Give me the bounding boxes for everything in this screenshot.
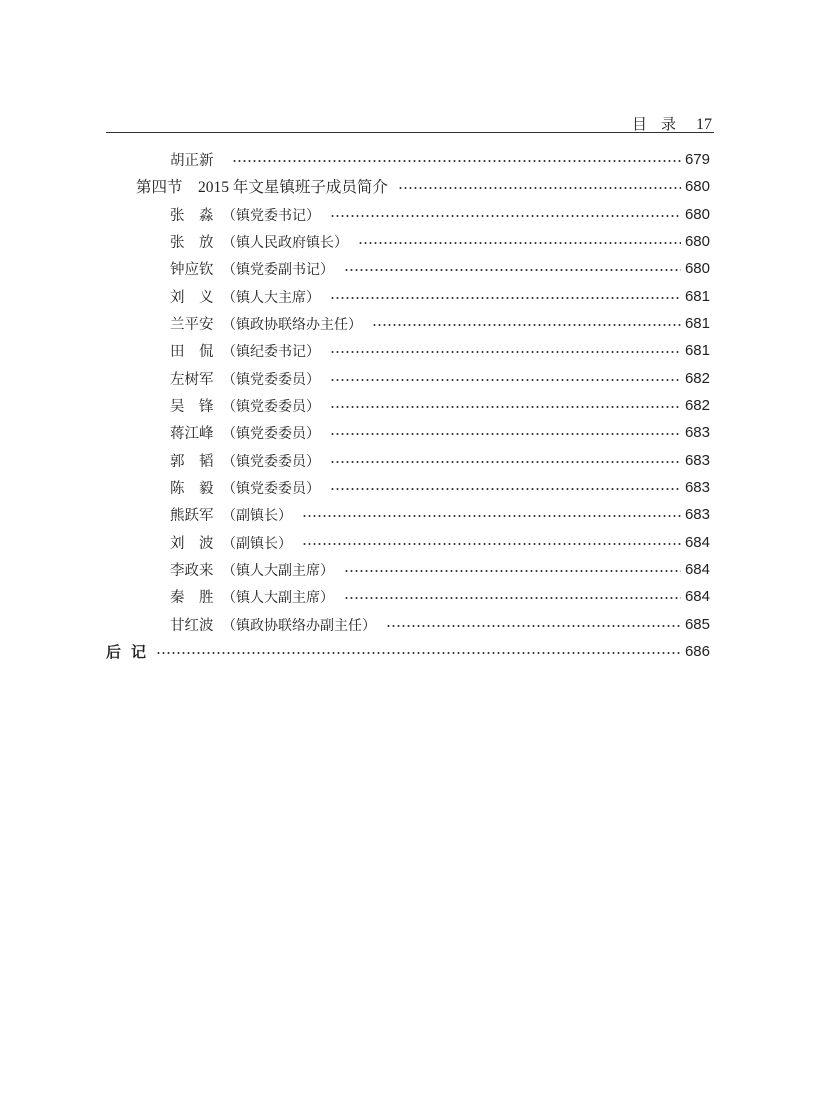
page-number: 680 [684, 205, 710, 223]
toc-entry[interactable] [170, 310, 710, 336]
page-number: 683 [684, 451, 710, 469]
toc-entry[interactable] [170, 556, 710, 582]
page-number: 681 [684, 314, 710, 332]
page-number: 682 [684, 369, 710, 387]
page-number: 686 [684, 642, 710, 660]
running-header [106, 108, 714, 133]
dot-leader [344, 570, 681, 572]
page-number: 679 [684, 150, 710, 168]
person-name: 刘 义 [170, 289, 214, 306]
person-role: （镇人大主席） [222, 289, 320, 306]
dot-leader [330, 351, 681, 353]
person-name: 张 淼 [170, 207, 214, 224]
toc-entry[interactable] [170, 283, 710, 309]
person-role: （镇纪委书记） [222, 343, 320, 360]
dot-leader [302, 543, 681, 545]
page-number: 685 [684, 615, 710, 633]
person-name: 钟应钦 [170, 261, 214, 278]
person-role: （镇党委委员） [222, 453, 320, 470]
person-role: （镇党委委员） [222, 425, 320, 442]
person-name: 秦 胜 [170, 589, 214, 606]
toc-entry[interactable] [170, 201, 710, 227]
dot-leader [358, 242, 681, 244]
dot-leader [398, 187, 681, 189]
page-number: 683 [684, 505, 710, 523]
person-name: 张 放 [170, 234, 214, 251]
person-role: （镇人大副主席） [222, 562, 334, 579]
dot-leader [330, 406, 681, 408]
dot-leader [330, 488, 681, 490]
person-name: 熊跃军 [170, 507, 214, 524]
page-number: 680 [684, 259, 710, 277]
section-title: 第四节 2015 年文星镇班子成员简介 [136, 179, 388, 196]
person-name: 李政来 [170, 562, 214, 579]
dot-leader [330, 297, 681, 299]
person-role: （镇党委委员） [222, 371, 320, 388]
person-name: 左树军 [170, 371, 214, 388]
person-name: 陈 毅 [170, 480, 214, 497]
person-role: （副镇长） [222, 535, 292, 552]
toc-entry[interactable] [170, 392, 710, 418]
dot-leader [156, 652, 681, 654]
page-number: 683 [684, 423, 710, 441]
page-number: 680 [684, 177, 710, 195]
toc-entry[interactable] [170, 255, 710, 281]
toc-entry[interactable] [170, 583, 710, 609]
dot-leader [232, 160, 681, 162]
toc-entry[interactable] [170, 529, 710, 555]
page-number: 682 [684, 396, 710, 414]
dot-leader [344, 269, 681, 271]
person-name: 蒋江峰 [170, 425, 214, 442]
page-number: 683 [684, 478, 710, 496]
person-role: （镇党委委员） [222, 480, 320, 497]
entry-title [170, 149, 222, 170]
person-role: （镇人大副主席） [222, 589, 334, 606]
dot-leader [372, 324, 681, 326]
dot-leader [330, 461, 681, 463]
person-role: （镇党委副书记） [222, 261, 334, 278]
page-number: 680 [684, 232, 710, 250]
page-number: 684 [684, 587, 710, 605]
dot-leader [330, 433, 681, 435]
page-number: 681 [684, 341, 710, 359]
header-title [632, 113, 712, 134]
dot-leader [386, 625, 681, 627]
dot-leader [344, 597, 681, 599]
header-title-part-2: 录 [660, 115, 676, 133]
person-name: 吴 锋 [170, 398, 214, 415]
dot-leader [330, 379, 681, 381]
toc-section-entry[interactable] [136, 173, 710, 199]
person-name: 郭 韬 [170, 453, 214, 470]
chapter-title: 后记 [106, 642, 157, 661]
person-role: （副镇长） [222, 507, 292, 524]
toc-entry[interactable] [170, 611, 710, 637]
person-name: 甘红波 [170, 617, 214, 634]
toc-entry[interactable] [170, 447, 710, 473]
toc-entry[interactable] [170, 501, 710, 527]
person-role: （镇人民政府镇长） [222, 234, 348, 251]
person-name: 胡正新 [170, 152, 214, 169]
person-role: （镇政协联络办主任） [222, 316, 362, 333]
dot-leader [330, 215, 681, 217]
toc-entry[interactable] [170, 146, 710, 172]
header-page-number: 17 [696, 116, 712, 133]
page-number: 681 [684, 287, 710, 305]
page-number: 684 [684, 560, 710, 578]
header-title-part-1: 目 [631, 115, 647, 133]
dot-leader [302, 515, 681, 517]
person-name: 田 侃 [170, 343, 214, 360]
toc-entry[interactable] [170, 365, 710, 391]
toc-chapter-entry[interactable] [106, 638, 710, 664]
person-name: 兰平安 [170, 316, 214, 333]
person-role: （镇党委书记） [222, 207, 320, 224]
toc-entry[interactable] [170, 474, 710, 500]
page-number: 684 [684, 533, 710, 551]
toc-entry[interactable] [170, 337, 710, 363]
person-role: （镇党委委员） [222, 398, 320, 415]
person-name: 刘 波 [170, 535, 214, 552]
toc-entry[interactable] [170, 228, 710, 254]
person-role: （镇政协联络办副主任） [222, 617, 376, 634]
toc-entry[interactable] [170, 419, 710, 445]
